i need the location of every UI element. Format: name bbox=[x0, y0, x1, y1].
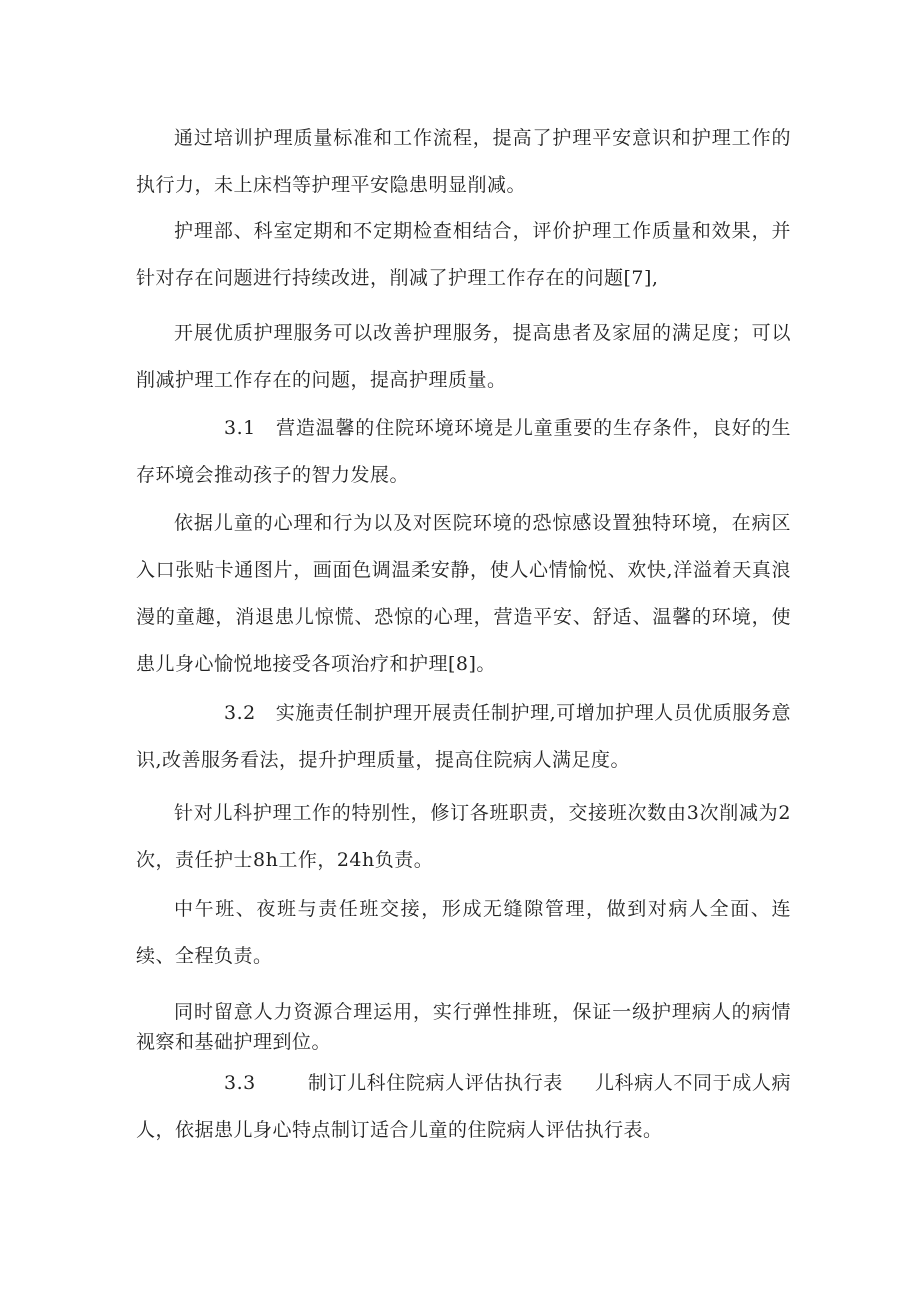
section-3-3-title: 制订儿科住院病人评估执行表 bbox=[307, 1072, 563, 1094]
section-3-3-text: 儿科病人不同于成人病人，依据患儿身心特点制订适合儿童的住院病人评估执行表。 bbox=[136, 1072, 791, 1141]
section-number: 3.1 bbox=[224, 417, 256, 439]
paragraph-7: 针对儿科护理工作的特别性，修订各班职责，交接班次数由3次削减为2次，责任护士8h工作，24h负责。 bbox=[136, 802, 791, 871]
section-3-2-text: 实施责任制护理开展责任制护理,可增加护理人员优质服务意识,改善服务看法，提升护理质量，提高住院病人满足度。 bbox=[136, 702, 791, 771]
section-number: 3.3 bbox=[224, 1072, 256, 1094]
paragraph-2: 护理部、科室定期和不定期检查相结合，评价护理工作质量和效果，并针对存在问题进行持续改进，削减了护理工作存在的问题[7], bbox=[136, 220, 791, 289]
paragraph-9: 同时留意人力资源合理运用，实行弹性排班，保证一级护理病人的病情视察和基础护理到位。 bbox=[136, 1001, 791, 1053]
paragraph-5: 依据儿童的心理和行为以及对医院环境的恐惊感设置独特环境，在病区入口张贴卡通图片，画面色调温柔安静，使人心情愉悦、欢快,洋溢着天真浪漫的童趣，消退患儿惊慌、恐惊的心理，营造平安、舒适、温馨的环境，使患儿身心愉悦地接受各项治疗和护理[8]。 bbox=[136, 512, 791, 675]
paragraph-3: 开展优质护理服务可以改善护理服务，提高患者及家屈的满足度；可以削减护理工作存在的问题，提高护理质量。 bbox=[136, 322, 791, 391]
section-3-1-paragraph bbox=[136, 405, 791, 499]
section-3-1-text: 营造温馨的住院环境环境是儿童重要的生存条件，良好的生存环境会推动孩子的智力发展。 bbox=[136, 417, 791, 486]
paragraph-1: 通过培训护理质量标准和工作流程，提高了护理平安意识和护理工作的执行力，未上床档等护理平安隐患明显削减。 bbox=[136, 127, 791, 196]
section-number: 3.2 bbox=[224, 702, 256, 724]
section-3-2-paragraph bbox=[136, 690, 791, 784]
section-3-3-paragraph bbox=[136, 1060, 791, 1154]
paragraph-8: 中午班、夜班与责任班交接，形成无缝隙管理，做到对病人全面、连续、全程负责。 bbox=[136, 898, 791, 967]
